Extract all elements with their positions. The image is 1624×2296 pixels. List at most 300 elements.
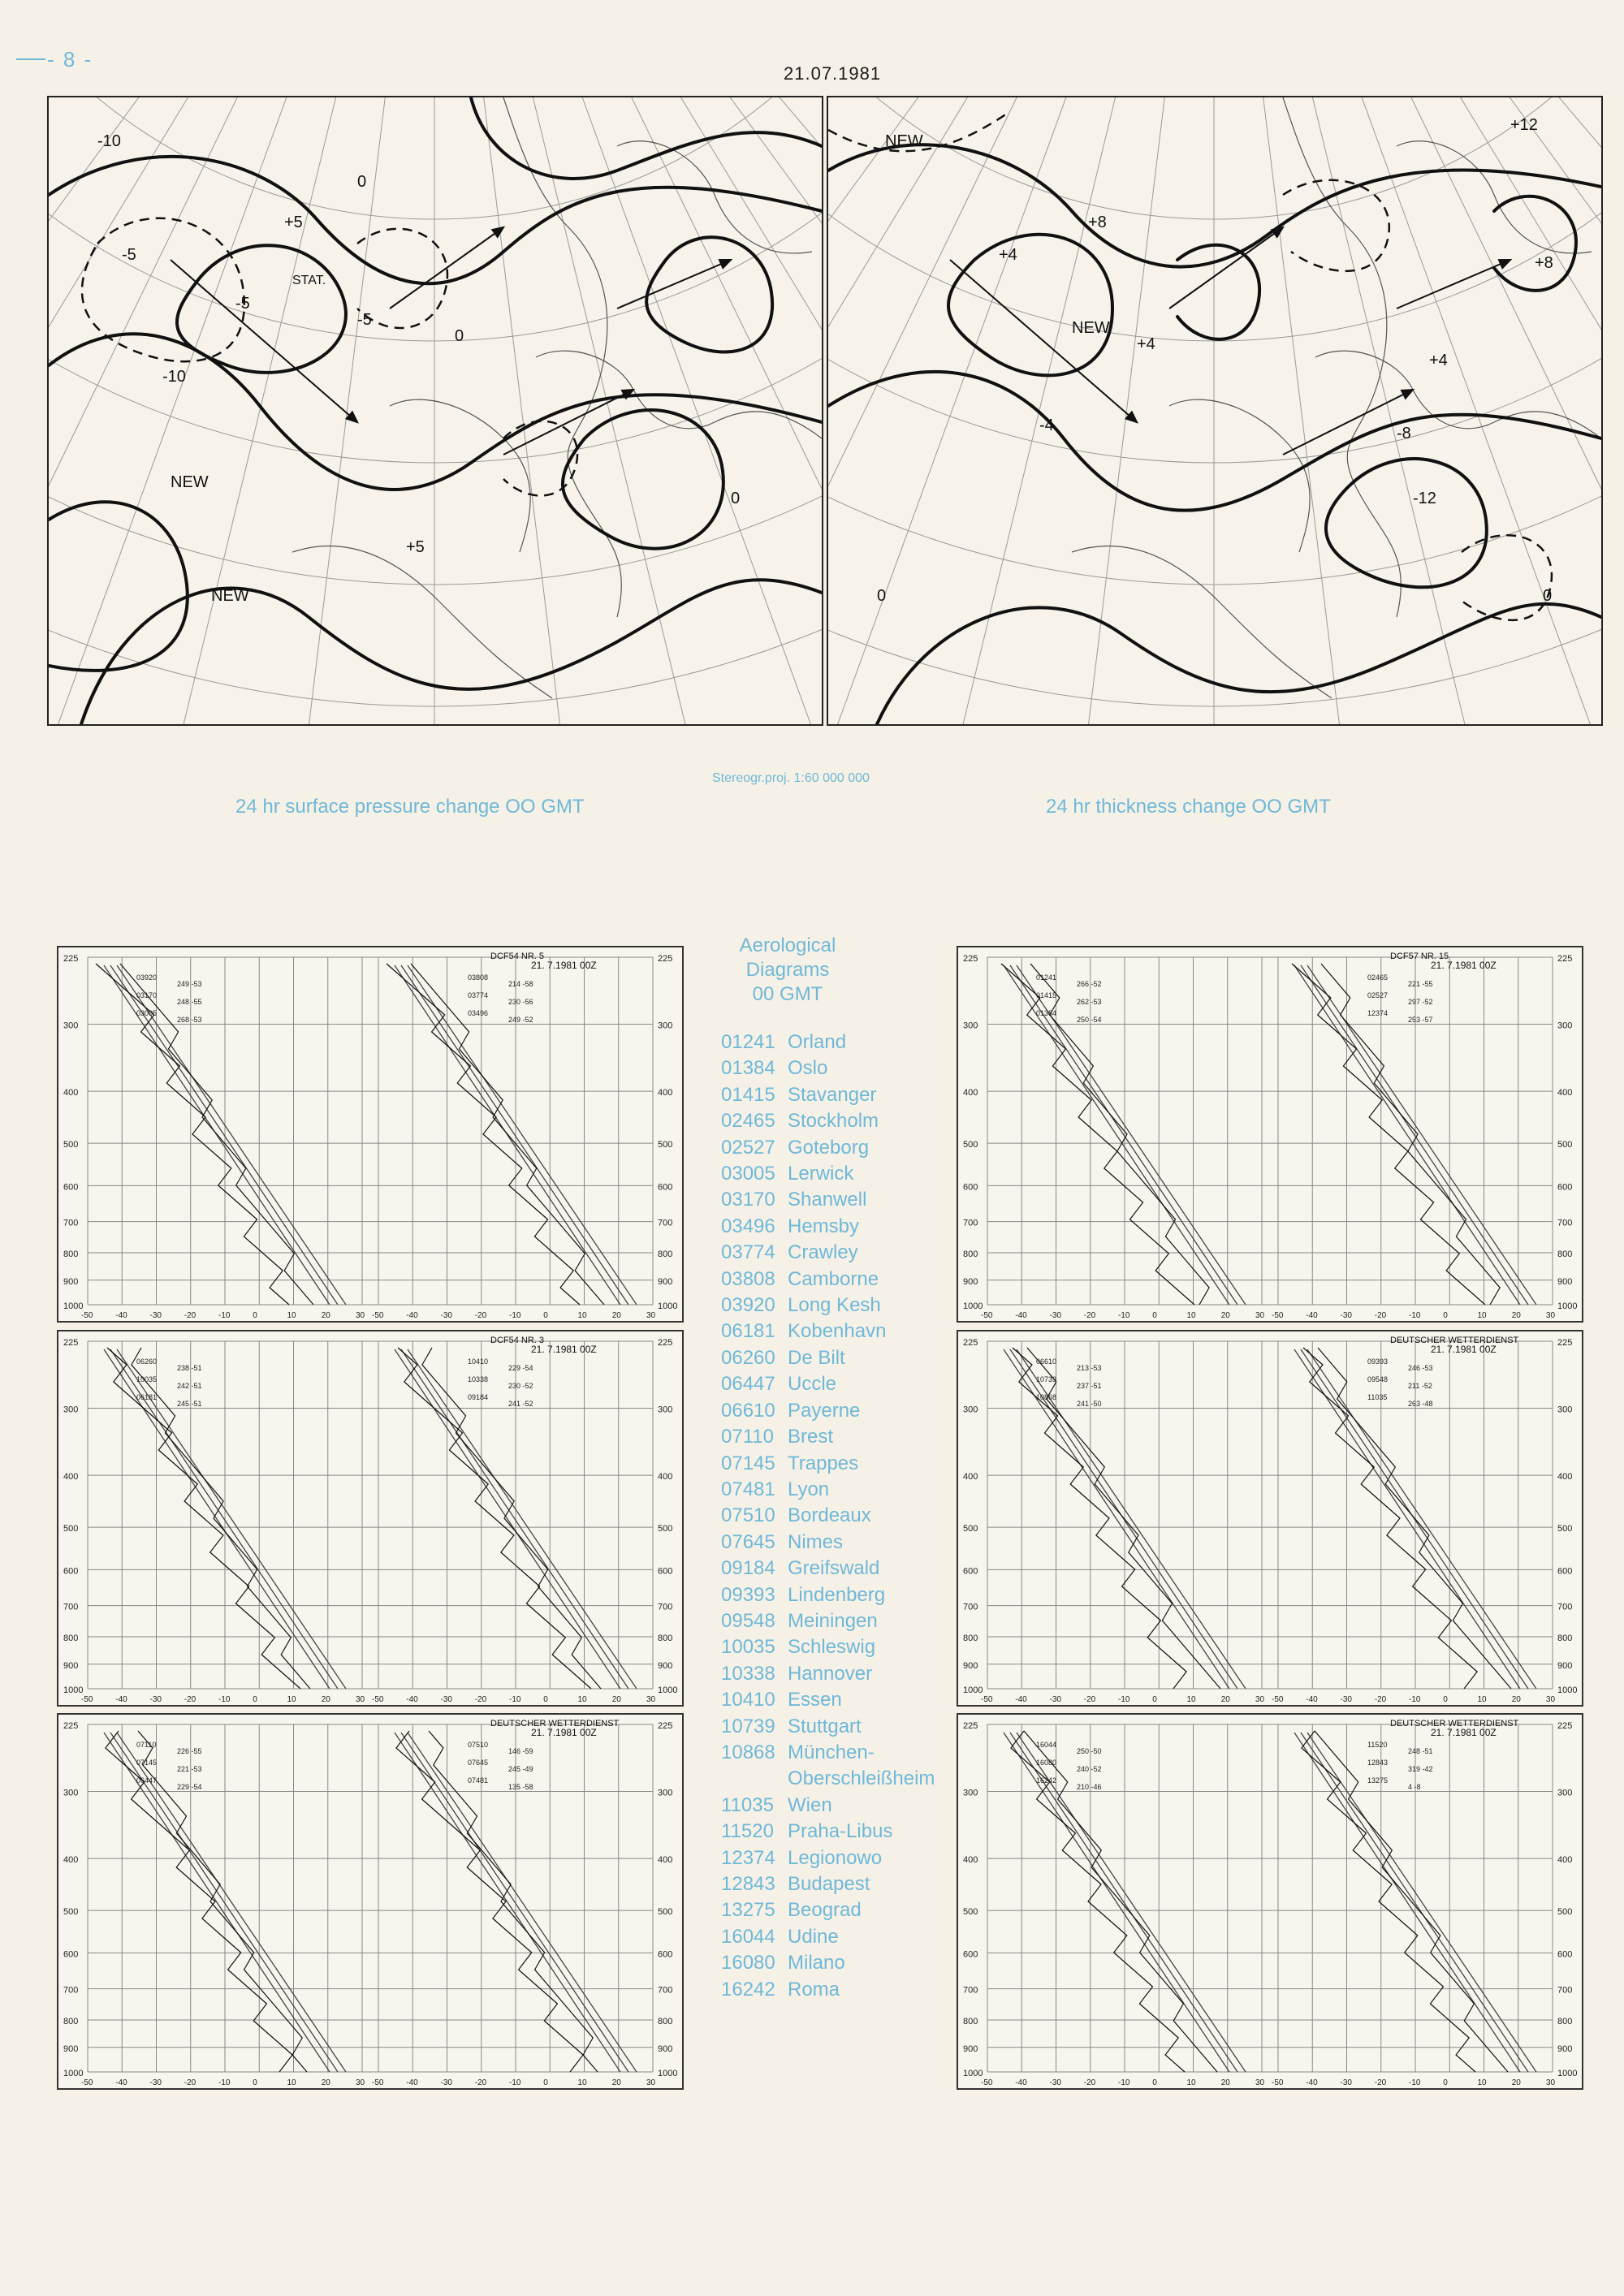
temperature-label: 30 [356, 1695, 365, 1704]
meridian-line [1214, 97, 1601, 724]
diagram-station-value: 135 -58 [508, 1783, 533, 1791]
diagram-station-value: 229 -54 [177, 1783, 202, 1791]
station-list [721, 1029, 935, 2003]
diagram-grid [987, 1341, 1553, 1689]
temperature-label: 10 [1477, 1311, 1487, 1320]
map-label: NEW [1072, 319, 1110, 337]
meridian-line [1214, 97, 1601, 724]
temperature-label: -40 [115, 1695, 127, 1704]
diagram-station-code: 12843 [1367, 1759, 1389, 1767]
pressure-label: 1000 [963, 1685, 983, 1695]
dewpoint-profile [398, 1348, 591, 1689]
temperature-label: -10 [218, 1311, 231, 1320]
pressure-label: 300 [1557, 1021, 1573, 1031]
temperature-label: -20 [1083, 2078, 1096, 2087]
diagram-station-value: 240 -52 [1077, 1765, 1102, 1773]
diagram-service-label: DEUTSCHER WETTERDIENST [1390, 1336, 1519, 1345]
diagram-service-label: DEUTSCHER WETTERDIENST [490, 1719, 620, 1728]
station-code: 02527 [721, 1136, 775, 1159]
diagram-station-value: 238 -51 [177, 1364, 202, 1372]
map-label: +4 [999, 246, 1017, 264]
diagram-station-code: 02465 [1367, 973, 1389, 982]
solid-isoline [49, 334, 822, 490]
meridian-line [49, 97, 434, 724]
temperature-label: 10 [1186, 1311, 1196, 1320]
pressure-label: 700 [658, 1602, 673, 1612]
temperature-label: -30 [1049, 1311, 1061, 1320]
temperature-label: -40 [1015, 1311, 1027, 1320]
station-name: Camborne [788, 1267, 879, 1290]
station-code: 03170 [721, 1189, 775, 1211]
temperature-label: 0 [1152, 2078, 1157, 2087]
diagram-station-value: 266 -52 [1077, 980, 1102, 988]
pressure-label: 900 [63, 1660, 79, 1671]
aerological-diagram [57, 1330, 684, 1707]
adiabat-line [1294, 1349, 1520, 1689]
station-row [721, 1819, 935, 1845]
temperature-label: -40 [115, 1311, 127, 1320]
station-code: 03496 [721, 1215, 775, 1237]
sounding-group [1001, 964, 1209, 1305]
diagram-station-code: 06610 [1036, 1357, 1057, 1366]
pressure-label: 300 [63, 1021, 79, 1031]
station-row [721, 1318, 935, 1344]
pressure-label: 700 [658, 1218, 673, 1228]
station-name: Praha-Libus [788, 1820, 893, 1843]
station-code: 06260 [721, 1346, 775, 1369]
station-code: 07510 [721, 1504, 775, 1527]
diagram-station-code: 03920 [136, 973, 158, 982]
diagram-station-value: 214 -58 [508, 980, 533, 988]
temperature-label: -10 [1118, 1695, 1130, 1704]
meridian-line [1076, 97, 1214, 724]
station-name: Roma [788, 1978, 840, 2000]
map-label: 0 [877, 587, 887, 605]
map-label: NEW [171, 473, 209, 491]
diagram-station-value: 230 -56 [508, 998, 533, 1006]
station-row [721, 1793, 935, 1819]
temperature-label: -30 [1049, 1695, 1061, 1704]
pressure-label: 400 [658, 1088, 673, 1098]
diagram-station-value: 248 -51 [1408, 1747, 1433, 1755]
map-label: NEW [885, 132, 923, 150]
station-code: 10035 [721, 1636, 775, 1659]
meridian-line [1214, 97, 1601, 724]
pressure-label: 225 [658, 1338, 673, 1348]
temperature-label: -30 [149, 1311, 162, 1320]
aerological-title-line: 00 GMT [752, 983, 823, 1005]
diagram-station-code: 03496 [468, 1009, 489, 1017]
surface-pressure-change-map [47, 96, 823, 726]
dewpoint-profile [1292, 964, 1485, 1305]
temperature-label: 10 [287, 1311, 296, 1320]
map-label: -4 [1039, 416, 1054, 434]
pressure-label: 225 [963, 954, 978, 964]
aerological-diagram-chart [58, 1715, 682, 2088]
station-row [721, 1977, 935, 2003]
pressure-label: 800 [963, 1249, 978, 1259]
station-row [721, 1687, 935, 1713]
solid-isoline [49, 157, 822, 283]
map-graticule [49, 97, 822, 724]
temperature-label: 10 [1186, 2078, 1196, 2087]
temperature-label: -30 [149, 2078, 162, 2087]
station-row [721, 1029, 935, 1055]
temperature-label: 10 [577, 1311, 587, 1320]
temperature-label: -50 [981, 1695, 993, 1704]
aerological-title [715, 934, 861, 1007]
station-row [721, 1871, 935, 1897]
pressure-label: 600 [963, 1566, 978, 1577]
diagram-station-code: 11035 [1367, 1393, 1388, 1401]
temperature-label: -10 [509, 1311, 521, 1320]
pressure-label: 800 [63, 1249, 79, 1259]
diagram-grid [987, 1724, 1553, 2072]
pressure-label: 700 [63, 1602, 79, 1612]
temperature-label: -10 [1409, 1695, 1421, 1704]
meridian-line [158, 97, 434, 724]
temperature-label: -30 [440, 2078, 452, 2087]
diagram-station-value: 250 -50 [1077, 1747, 1102, 1755]
map-label: -8 [1397, 425, 1411, 442]
map-label: -5 [122, 246, 136, 264]
pressure-label: 400 [963, 1088, 978, 1098]
station-name: Payerne [788, 1399, 861, 1422]
temperature-label: -20 [1083, 1311, 1096, 1320]
station-code: 10739 [721, 1715, 775, 1737]
isoline-group [49, 97, 822, 724]
station-row [721, 1371, 935, 1397]
diagram-station-code: 10338 [468, 1375, 489, 1383]
map-label: STAT. [292, 274, 326, 287]
diagram-station-value: 262 -53 [1077, 998, 1102, 1006]
pressure-label: 400 [1557, 1472, 1573, 1482]
map-graticule [828, 97, 1601, 724]
station-row [721, 1477, 935, 1503]
pressure-label: 300 [1557, 1788, 1573, 1798]
station-row [721, 1108, 935, 1134]
diagram-header: 21. 7.1981 00Z [531, 960, 597, 971]
coastline [390, 399, 530, 552]
station-code: 09548 [721, 1609, 775, 1632]
diagram-service-label: DCF54 NR. 5 [490, 952, 545, 961]
temperature-label: 0 [543, 2078, 548, 2087]
station-code: 07145 [721, 1452, 775, 1474]
meridian-line [1214, 97, 1601, 724]
pressure-label: 225 [1557, 954, 1573, 964]
pressure-label: 500 [63, 1524, 79, 1534]
diagram-grid [88, 1341, 653, 1689]
map-label: +8 [1088, 214, 1107, 231]
temperature-label: 0 [253, 1311, 257, 1320]
dewpoint-profile [106, 1731, 292, 2072]
temperature-label: 0 [253, 2078, 257, 2087]
station-row [721, 1082, 935, 1108]
pressure-label: 700 [963, 1985, 978, 1996]
temperature-label: 10 [287, 1695, 296, 1704]
latitude-arc [828, 97, 1601, 219]
sounding-group [387, 964, 604, 1305]
diagram-station-code: 09548 [1367, 1375, 1389, 1383]
temperature-label: -30 [1340, 2078, 1352, 2087]
temperature-label: -40 [1306, 1695, 1318, 1704]
diagram-station-value: 245 -49 [508, 1765, 533, 1773]
diagram-header: 21. 7.1981 00Z [1431, 960, 1497, 971]
temperature-profile [1030, 964, 1209, 1305]
station-row [721, 1608, 935, 1634]
pressure-label: 400 [658, 1472, 673, 1482]
diagram-header: 21. 7.1981 00Z [1431, 1344, 1497, 1355]
pressure-label: 225 [63, 954, 79, 964]
meridian-line [1214, 97, 1601, 724]
adiabat-line [395, 1349, 620, 1689]
temperature-label: -50 [1272, 1695, 1284, 1704]
pressure-label: 300 [1557, 1405, 1573, 1415]
station-code: 16080 [721, 1952, 775, 1974]
temperature-label: -50 [81, 1695, 93, 1704]
temperature-label: 0 [1443, 1311, 1448, 1320]
station-row [721, 1530, 935, 1556]
map-label: +8 [1535, 254, 1553, 272]
diagram-station-value: 221 -53 [177, 1765, 202, 1773]
station-row [721, 1714, 935, 1740]
diagram-station-code: 06447 [136, 1776, 158, 1785]
diagram-service-label: DCF54 NR. 3 [490, 1336, 545, 1345]
temperature-label: 30 [356, 2078, 365, 2087]
meridian-line [1214, 97, 1601, 724]
pressure-label: 800 [658, 1633, 673, 1643]
diagram-station-value: 250 -54 [1077, 1016, 1102, 1024]
station-name: De Bilt [788, 1346, 845, 1369]
map-label: -10 [97, 132, 121, 150]
temperature-label: 10 [1477, 1695, 1487, 1704]
meridian-line [828, 97, 1214, 724]
diagram-station-code: 07481 [468, 1776, 489, 1785]
temperature-label: -40 [115, 2078, 127, 2087]
temperature-label: -50 [81, 2078, 93, 2087]
diagram-station-code: 16044 [1036, 1741, 1057, 1749]
station-code: 10410 [721, 1689, 775, 1711]
temperature-label: 20 [611, 1695, 621, 1704]
temperature-label: -30 [1049, 2078, 1061, 2087]
diagram-station-code: 03005 [136, 1009, 158, 1017]
station-row [721, 1055, 935, 1081]
temperature-label: -40 [1015, 1695, 1027, 1704]
dewpoint-profile [396, 1731, 583, 2072]
temperature-label: -50 [372, 2078, 384, 2087]
temperature-label: -10 [218, 2078, 231, 2087]
solid-isoline [49, 502, 188, 671]
station-name: Essen [788, 1689, 842, 1711]
pressure-label: 1000 [63, 2069, 84, 2078]
diagram-station-code: 02527 [1367, 991, 1389, 999]
station-row [721, 1135, 935, 1161]
aerological-diagram-chart [58, 947, 682, 1321]
temperature-label: 20 [321, 1695, 330, 1704]
diagram-header: 21. 7.1981 00Z [531, 1344, 597, 1355]
station-row [721, 1267, 935, 1293]
diagram-station-value: 246 -53 [1408, 1364, 1433, 1372]
station-name: Meiningen [788, 1609, 878, 1632]
meridian-line [828, 97, 1214, 724]
pressure-label: 700 [1557, 1985, 1573, 1996]
page-rule [16, 58, 45, 60]
map-label: NEW [211, 587, 249, 605]
pressure-label: 225 [1557, 1721, 1573, 1731]
station-name: Crawley [788, 1241, 858, 1264]
diagram-station-code: 01415 [1036, 991, 1057, 999]
temperature-profile [1321, 964, 1500, 1305]
diagram-station-value: 248 -55 [177, 998, 202, 1006]
temperature-label: -20 [1374, 1695, 1387, 1704]
temperature-label: 20 [321, 2078, 330, 2087]
pressure-label: 1000 [658, 1685, 678, 1695]
station-code: 16242 [721, 1978, 775, 2000]
solid-isoline [177, 245, 346, 373]
pressure-label: 600 [1557, 1566, 1573, 1577]
diagram-station-value: 245 -51 [177, 1400, 202, 1408]
temperature-label: -40 [1015, 2078, 1027, 2087]
temperature-label: 30 [646, 1311, 656, 1320]
station-row [721, 1503, 935, 1529]
station-name: Brest [788, 1426, 834, 1448]
temperature-label: 20 [1511, 2078, 1521, 2087]
pressure-label: 300 [63, 1788, 79, 1798]
station-name: Schleswig [788, 1636, 876, 1659]
pressure-label: 300 [963, 1788, 978, 1798]
temperature-label: -20 [474, 1311, 487, 1320]
temperature-label: 0 [1152, 1311, 1157, 1320]
station-name: Nimes [788, 1530, 844, 1553]
latitude-arc [49, 97, 822, 724]
temperature-profile [429, 1731, 598, 2072]
diagram-station-code: 07510 [468, 1741, 489, 1749]
station-row [721, 1897, 935, 1923]
sounding-group [1292, 964, 1500, 1305]
temperature-label: -20 [474, 2078, 487, 2087]
station-code: 09184 [721, 1557, 775, 1580]
pressure-label: 700 [963, 1218, 978, 1228]
aerological-diagram [957, 1713, 1583, 2090]
diagram-station-value: 242 -51 [177, 1382, 202, 1390]
temperature-label: 30 [646, 1695, 656, 1704]
pressure-label: 500 [963, 1524, 978, 1534]
aerological-title-line: Aerological [739, 934, 836, 956]
station-code: 01241 [721, 1031, 775, 1053]
station-row [721, 1950, 935, 1976]
pressure-label: 500 [963, 1140, 978, 1150]
pressure-label: 700 [1557, 1602, 1573, 1612]
latitude-arc [828, 97, 1601, 724]
pressure-label: 800 [963, 2016, 978, 2026]
diagram-station-value: 241 -52 [508, 1400, 533, 1408]
station-code: 12843 [721, 1873, 775, 1895]
pressure-label: 225 [63, 1338, 79, 1348]
station-code: 16044 [721, 1925, 775, 1948]
meridian-line [49, 97, 434, 724]
diagram-station-value: 226 -55 [177, 1747, 202, 1755]
diagram-station-code: 01241 [1036, 973, 1057, 982]
track-arrow [1272, 227, 1283, 237]
pressure-label: 500 [1557, 1524, 1573, 1534]
station-name: Stuttgart [788, 1715, 862, 1737]
solid-isoline [828, 372, 1601, 511]
diagram-station-value: 268 -53 [177, 1016, 202, 1024]
pressure-label: 1000 [658, 1301, 678, 1311]
diagram-station-value: 221 -55 [1408, 980, 1433, 988]
station-name: Goteborg [788, 1136, 870, 1159]
solid-isoline [1177, 245, 1259, 339]
adiabat-line [1307, 1733, 1536, 2072]
sounding-group [1302, 1731, 1508, 2072]
diagram-grid [88, 1724, 653, 2072]
pressure-label: 225 [963, 1721, 978, 1731]
dewpoint-profile [1001, 964, 1194, 1305]
temperature-label: 30 [1546, 1311, 1556, 1320]
pressure-label: 225 [658, 954, 673, 964]
diagram-station-code: 10035 [136, 1375, 158, 1383]
aerological-diagram [57, 946, 684, 1323]
diagram-service-label: DCF57 NR. 15 [1390, 952, 1449, 961]
meridian-line [828, 97, 1214, 724]
temperature-label: -50 [1272, 2078, 1284, 2087]
diagram-station-value: 4 -8 [1408, 1783, 1421, 1791]
latitude-arc [49, 97, 822, 463]
map-label: 0 [1543, 587, 1553, 605]
temperature-label: -30 [1340, 1695, 1352, 1704]
dewpoint-profile [1303, 1348, 1477, 1689]
station-name: Wien [788, 1793, 832, 1816]
sounding-group [96, 964, 313, 1305]
pressure-label: 225 [658, 1721, 673, 1731]
station-row [721, 1582, 935, 1608]
pressure-label: 600 [1557, 1182, 1573, 1193]
pressure-label: 300 [658, 1788, 673, 1798]
solid-isoline [563, 410, 723, 549]
map-label: -5 [357, 311, 372, 329]
coastline [1283, 97, 1401, 617]
aerological-diagram-chart [958, 1331, 1582, 1705]
temperature-label: 20 [611, 1311, 621, 1320]
diagram-station-code: 06260 [136, 1357, 158, 1366]
pressure-label: 900 [63, 1276, 79, 1287]
temperature-label: -10 [509, 1695, 521, 1704]
station-row [721, 1240, 935, 1266]
station-row [721, 1634, 935, 1660]
surface-pressure-caption: 24 hr surface pressure change OO GMT [235, 796, 585, 818]
station-code: 06181 [721, 1320, 775, 1343]
diagram-station-value: 211 -52 [1408, 1382, 1432, 1390]
diagram-station-value: 146 -59 [508, 1747, 533, 1755]
pressure-label: 1000 [1557, 1301, 1578, 1311]
pressure-label: 600 [63, 1566, 79, 1577]
station-name: Bordeaux [788, 1504, 871, 1527]
meridian-line [1214, 97, 1601, 724]
thickness-change-map [827, 96, 1603, 726]
pressure-label: 1000 [63, 1685, 84, 1695]
temperature-label: -20 [1374, 1311, 1387, 1320]
solid-isoline [828, 145, 1601, 266]
pressure-label: 600 [63, 1182, 79, 1193]
projection-label: Stereogr.proj. 1:60 000 000 [712, 771, 870, 785]
temperature-label: 20 [321, 1311, 330, 1320]
pressure-label: 400 [1557, 1855, 1573, 1866]
track-arrow [1402, 390, 1413, 399]
temperature-label: 10 [1477, 2078, 1487, 2087]
diagram-station-value: 249 -53 [177, 980, 202, 988]
pressure-label: 300 [658, 1405, 673, 1415]
station-name: Uccle [788, 1373, 837, 1396]
